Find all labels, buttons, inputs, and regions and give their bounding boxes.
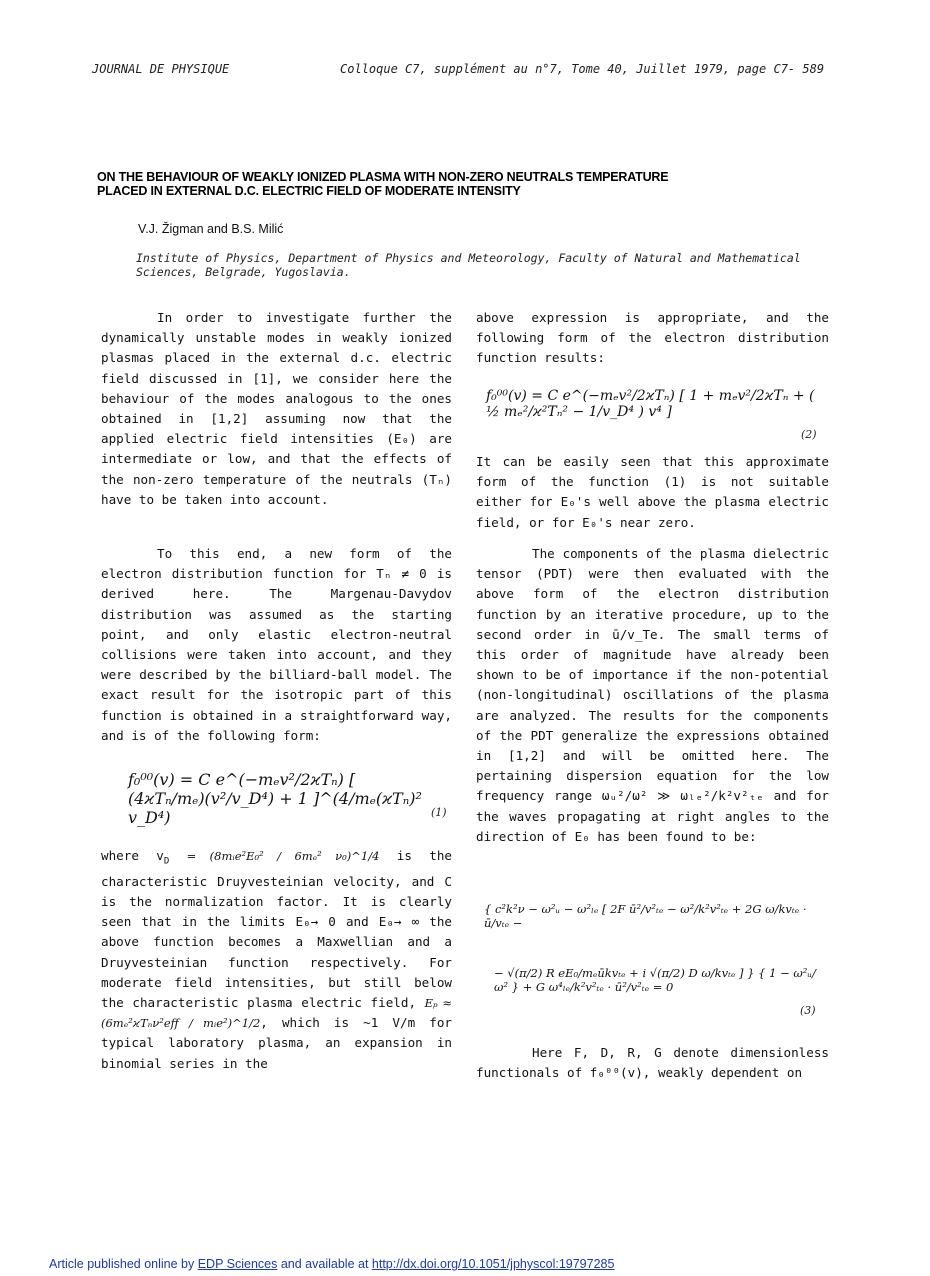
plasma-field-formula: Eₚ ≈ (6mₑ²ϰTₙν²eff / mᵢe²)^1/2 <box>101 995 452 1031</box>
equation-2-number: (2) <box>801 428 817 441</box>
affiliation: Institute of Physics, Department of Physics and Meteorology, Faculty of Natural and Mathematical Sciences, Belgrade, Yugoslavia. <box>136 251 801 279</box>
text-where: where v <box>101 848 164 863</box>
equation-3-number: (3) <box>800 1004 816 1017</box>
equation-1-number: (1) <box>431 806 447 819</box>
doi-link[interactable]: http://dx.doi.org/10.1051/jphyscol:19797285 <box>371 1257 615 1271</box>
authors: V.J. Žigman and B.S. Milić <box>138 222 284 236</box>
right-paragraph-3: The components of the plasma dielectric tensor (PDT) were then evaluated with the above form of the electron distribution function by an iterative procedure, up to the second order in ū/v_Te. The small terms of this order of magnitude have already been shown to be of importance if the non-potential (non-longitudinal) oscillations of the plasma are analyzed. The results for the components of the PDT generalize the expressions obtained in [1,2] and will be omitted here. The pertaining dispersion equation for the low frequency range ωᵤ²/ω² ≫ ωₗₑ²/k²v²ₜₑ and for the waves propagating at right angles to the direction of E₀ has been found to be: <box>476 546 829 844</box>
article-title <box>97 170 817 198</box>
text-druyvesteinian: is the characteristic Druyvesteinian velocity, and C is the normalization factor. It is clearly seen that in the limits E₀→ 0 and E₀→ ∞ the above function becomes a Maxwellian and a Druyvesteinian function respectively. For moderate field intensities, but still below the characteristic plasma electric field, <box>101 848 452 1010</box>
left-paragraph-1: In order to investigate further the dynamically unstable modes in weakly ionized plasmas placed in the external d.c. electric field discussed in [1], we consider here the behaviour of the modes analogous to the ones obtained in [1,2] assuming now that the applied electric field intensities (E₀) are intermediate or low, and that the effects of the non-zero temperature of the neutrals (Tₙ) have to be taken into account. <box>101 310 452 507</box>
equation-2: f₀⁰⁰(v) = C e^(−mₑv²/2ϰTₙ) [ 1 + mₑv²/2ϰTₙ + ( ½ mₑ²/ϰ²Tₙ² − 1/v_D⁴ ) v⁴ ] <box>486 388 815 420</box>
footer-middle: and available at <box>277 1257 372 1271</box>
publisher-link[interactable]: EDP Sciences <box>197 1257 278 1271</box>
equation-3-line-2: − √(π/2) R eE₀/mₑūkvₜₑ + i √(π/2) D ω/kvₜₑ ] } { 1 − ω²ᵤ/ω² } + G ω⁴ₗₑ/k²v²ₜₑ · ū²/v²ₜₑ = 0 <box>494 966 816 994</box>
left-paragraph-2: To this end, a new form of the electron distribution function for Tₙ ≠ 0 is derived here. The Margenau-Davydov distribution was assumed as the starting point, and only elastic electron-neutral collisions were taken into account, and they were described by the billiard-ball model. The exact result for the isotropic part of this function is obtained in a straightforward way, and is of the following form: <box>101 546 452 743</box>
equation-1: f₀⁰⁰(v) = C e^(−mₑv²/2ϰTₙ) [ (4ϰTₙ/mₑ)(v²/v_D⁴) + 1 ]^(4/mₑ(ϰTₙ)² v_D⁴) <box>128 770 422 827</box>
colloque-reference: Colloque C7, supplément au n°7, Tome 40, Juillet 1979, page C7- 589 <box>340 62 825 76</box>
right-paragraph-2: It can be easily seen that this approximate form of the function (1) is not suitable either for E₀'s well above the plasma electric field, or for E₀'s near zero. <box>476 454 829 530</box>
journal-name: JOURNAL DE PHYSIQUE <box>92 62 230 76</box>
right-paragraph-4: Here F, D, R, G denote dimensionless functionals of f₀⁰⁰(v), weakly dependent on <box>476 1045 829 1081</box>
subscript-d: D <box>163 856 170 867</box>
text-expansion: , which is ~1 V/m for typical laboratory plasma, an expansion in binomial series in the <box>101 1015 452 1071</box>
title-line-2: PLACED IN EXTERNAL D.C. ELECTRIC FIELD OF MODERATE INTENSITY <box>97 184 521 198</box>
footer-prefix: Article published online by <box>49 1257 198 1271</box>
equation-3-line-1: { c²k²ν − ω²ᵤ − ω²ₗₑ [ 2F ū²/v²ₜₑ − ω²/k²v²ₜₑ + 2G ω/kvₜₑ · ū/vₜₑ − <box>484 902 807 930</box>
right-paragraph-1: above expression is appropriate, and the following form of the electron distribution function results: <box>476 310 829 366</box>
drift-velocity-formula: = (8mᵢe²E₀² / 6mₑ² ν₀)^1/4 <box>186 849 380 863</box>
publication-footer <box>49 1257 614 1271</box>
title-line-1: ON THE BEHAVIOUR OF WEAKLY IONIZED PLASMA WITH NON-ZERO NEUTRALS TEMPERATURE <box>97 170 669 184</box>
left-paragraph-3 <box>101 846 452 1074</box>
